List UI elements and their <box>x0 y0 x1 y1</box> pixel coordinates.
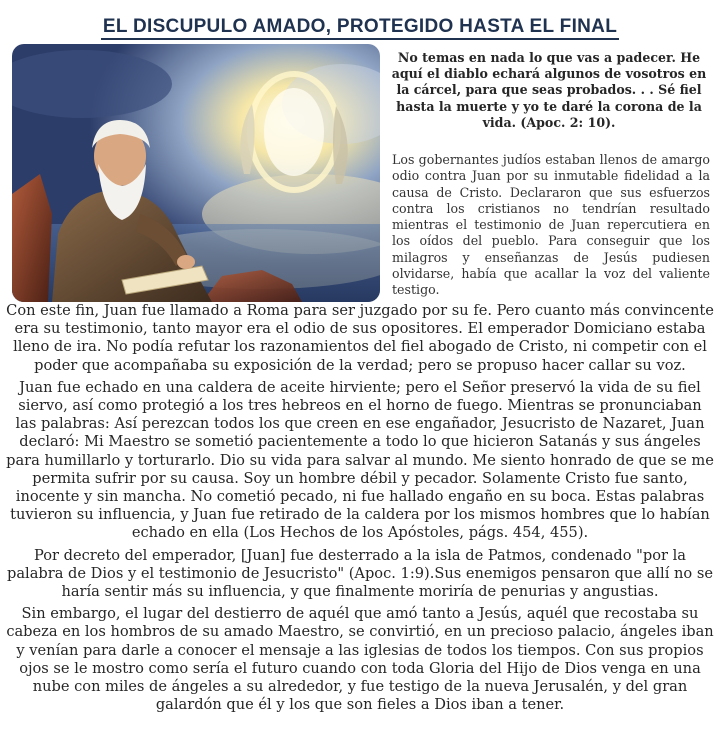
page-title <box>0 16 720 38</box>
apostle-john-writing-icon <box>12 44 380 302</box>
paragraph-boiling-oil: Juan fue echado en una caldera de aceite hirviente; pero el Señor preservó la vida de su fiel siervo, así como protegió a los tres hebreos en el horno de fuego. Mientras se pronunciaban las palabras: Así perezcan todos los que creen en ese engañador, Jesucristo de Nazaret, Juan declaró: Mi Maestro se sometió pacientemente a todo lo que hicieron Satanás y sus ángeles para humillarlo y torturarlo. Dio su vida para salvar al mundo. Me siento honrado de que se me permita sufrir por su causa. Soy un hombre débil y pecador. Solamente Cristo fue santo, inocente y sin mancha. No cometió pecado, ni fue hallado engaño en su boca. Estas palabras tuvieron su influencia, y Juan fue retirado de la caldera por los mismos hombres que lo habían echado en ella (Los Hechos de los Apóstoles, págs. 454, 455). <box>6 378 714 542</box>
main-text <box>6 302 714 718</box>
paragraph-rome-trial: Con este fin, Juan fue llamado a Roma para ser juzgado por su fe. Pero cuanto más convincente era su testimonio, tanto mayor era el odio de sus opositores. El emperador Domiciano estaba lleno de ira. No podía refutar los razonamientos del fiel abogado de Cristo, ni competir con el poder que acompañaba su exposición de la verdad; pero se propuso hacer callar su voz. <box>6 302 714 374</box>
paragraph-patmos-exile: Por decreto del emperador, [Juan] fue desterrado a la isla de Patmos, condenado "por la palabra de Dios y el testimonio de Jesucristo" (Apoc. 1:9).Sus enemigos pensaron que allí no se haría sentir más su influencia, y que finalmente moriría de penurias y angustias. <box>6 546 713 601</box>
bible-quote: No temas en nada lo que vas a padecer. He aquí el diablo echará algunos de vosotros en la cárcel, para que seas probados. . . Sé fiel hasta la muerte y yo te daré la corona de la vida. (Apoc. 2: 10). <box>391 50 707 130</box>
apostle-john-illustration <box>12 44 380 302</box>
intro-paragraph: Los gobernantes judíos estaban llenos de amargo odio contra Juan por su inmutable fidelidad a la causa de Cristo. Declararon que sus esfuerzos contra los cristianos no tendrían resultado mientras el testimonio de Juan repercutiera en los oídos del pueblo. Para conseguir que los milagros y enseñanzas de Jesús pudiesen olvidarse, había que acallar la voz del valiente testigo. <box>392 152 710 298</box>
page-title-text: EL DISCUPULO AMADO, PROTEGIDO HASTA EL FINAL <box>101 16 619 40</box>
paragraph-revelation: Sin embargo, el lugar del destierro de aquél que amó tanto a Jesús, aquél que recostaba su cabeza en los hombros de su amado Maestro, se convirtió, en un precioso palacio, ángeles iban y venían para darle a conocer el mensaje a las iglesias de todos los tiempos. Con sus propios ojos se le mostro como sería el futuro cuando con toda Gloria del Hijo de Dios venga en una nube con miles de ángeles a su alrededor, y fue testigo de la nueva Jerusalén, y del gran galardón que él y los que son fieles a Dios iban a tener. <box>6 605 714 714</box>
